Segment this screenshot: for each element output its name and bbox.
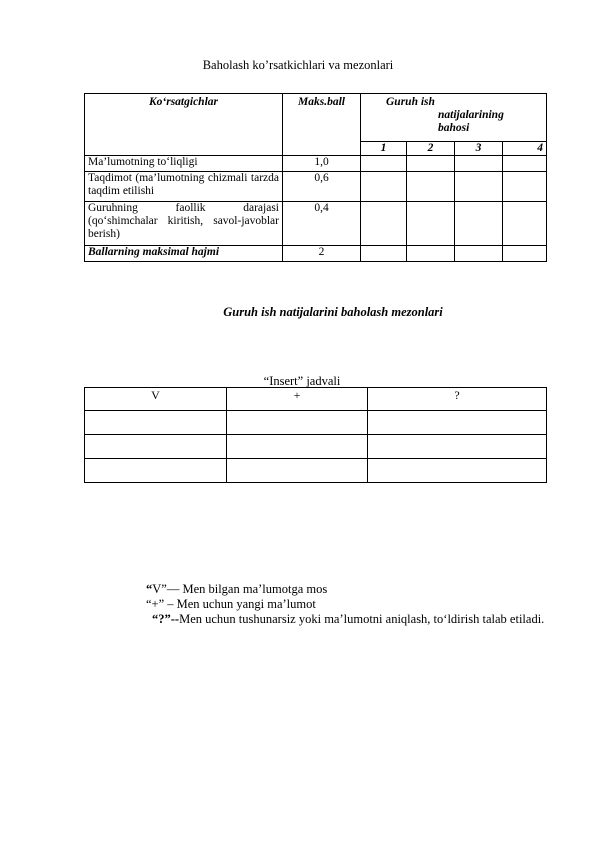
score-cell bbox=[455, 172, 503, 202]
header-group-line1: Guruh ish bbox=[386, 96, 435, 108]
score-cell bbox=[503, 246, 547, 262]
table-row bbox=[85, 156, 547, 172]
header-plus: + bbox=[227, 388, 368, 411]
table-row bbox=[85, 435, 547, 459]
legend-text-plus: “+” – Men uchun yangi ma’lumot bbox=[146, 597, 316, 611]
table-row bbox=[85, 172, 547, 202]
legend-mark-v: “ bbox=[146, 582, 153, 596]
header-v: V bbox=[85, 388, 227, 411]
empty-cell bbox=[227, 411, 368, 435]
row-label: Taqdimot (ma’lumotning chizmali tarzda taqdim etilishi bbox=[85, 172, 283, 202]
header-group-line3: bahosi bbox=[438, 122, 470, 134]
score-cell bbox=[361, 202, 407, 246]
page-title: Baholash ko’rsatkichlari va mezonlari bbox=[202, 58, 394, 72]
score-cell bbox=[361, 172, 407, 202]
legend-text-question: Men uchun tushunarsiz yoki ma’lumotni aniqlash, to‘ldirish talab etiladi. bbox=[179, 612, 545, 626]
subheader-2: 2 bbox=[407, 142, 455, 156]
legend bbox=[146, 582, 552, 627]
score-cell bbox=[455, 202, 503, 246]
table-row-total bbox=[85, 246, 547, 262]
table-row bbox=[85, 202, 547, 246]
row-label: Ma’lumotning to‘liqligi bbox=[85, 156, 283, 172]
score-cell bbox=[503, 156, 547, 172]
table-row bbox=[85, 459, 547, 483]
legend-line-question bbox=[146, 612, 552, 627]
total-value: 2 bbox=[283, 246, 361, 262]
empty-cell bbox=[227, 459, 368, 483]
subheader-1: 1 bbox=[361, 142, 407, 156]
section-subtitle: Guruh ish natijalarini baholash mezonlari bbox=[223, 305, 443, 319]
subheader-3: 3 bbox=[455, 142, 503, 156]
criteria-table bbox=[84, 93, 547, 262]
legend-text-v: V”— Men bilgan ma’lumotga mos bbox=[152, 582, 328, 596]
row-label: Guruhning faollik darajasi (qo‘shimchalar kiritish, savol-javoblar berish) bbox=[85, 202, 283, 246]
score-cell bbox=[407, 202, 455, 246]
header-indicators: Ko‘rsatgichlar bbox=[85, 94, 283, 156]
empty-cell bbox=[85, 435, 227, 459]
header-group-line2: natijalarining bbox=[438, 109, 504, 121]
legend-mark-question: “?”-- bbox=[152, 612, 180, 626]
score-cell bbox=[503, 202, 547, 246]
header-group-results bbox=[361, 94, 547, 142]
legend-line-plus bbox=[146, 597, 552, 612]
header-max-ball: Maks.ball bbox=[283, 94, 361, 156]
empty-cell bbox=[227, 435, 368, 459]
empty-cell bbox=[368, 411, 547, 435]
empty-cell bbox=[368, 459, 547, 483]
legend-line-v bbox=[146, 582, 552, 597]
score-cell bbox=[455, 156, 503, 172]
total-label: Ballarning maksimal hajmi bbox=[85, 246, 283, 262]
row-max: 0,6 bbox=[283, 172, 361, 202]
header-question: ? bbox=[368, 388, 547, 411]
insert-caption: “Insert” jadvali bbox=[263, 374, 341, 388]
score-cell bbox=[503, 172, 547, 202]
empty-cell bbox=[85, 411, 227, 435]
empty-cell bbox=[368, 435, 547, 459]
score-cell bbox=[407, 172, 455, 202]
score-cell bbox=[361, 246, 407, 262]
row-max: 1,0 bbox=[283, 156, 361, 172]
score-cell bbox=[407, 246, 455, 262]
insert-table bbox=[84, 387, 547, 483]
table-row bbox=[85, 411, 547, 435]
row-max: 0,4 bbox=[283, 202, 361, 246]
score-cell bbox=[407, 156, 455, 172]
subheader-4: 4 bbox=[503, 142, 547, 156]
score-cell bbox=[455, 246, 503, 262]
score-cell bbox=[361, 156, 407, 172]
empty-cell bbox=[85, 459, 227, 483]
